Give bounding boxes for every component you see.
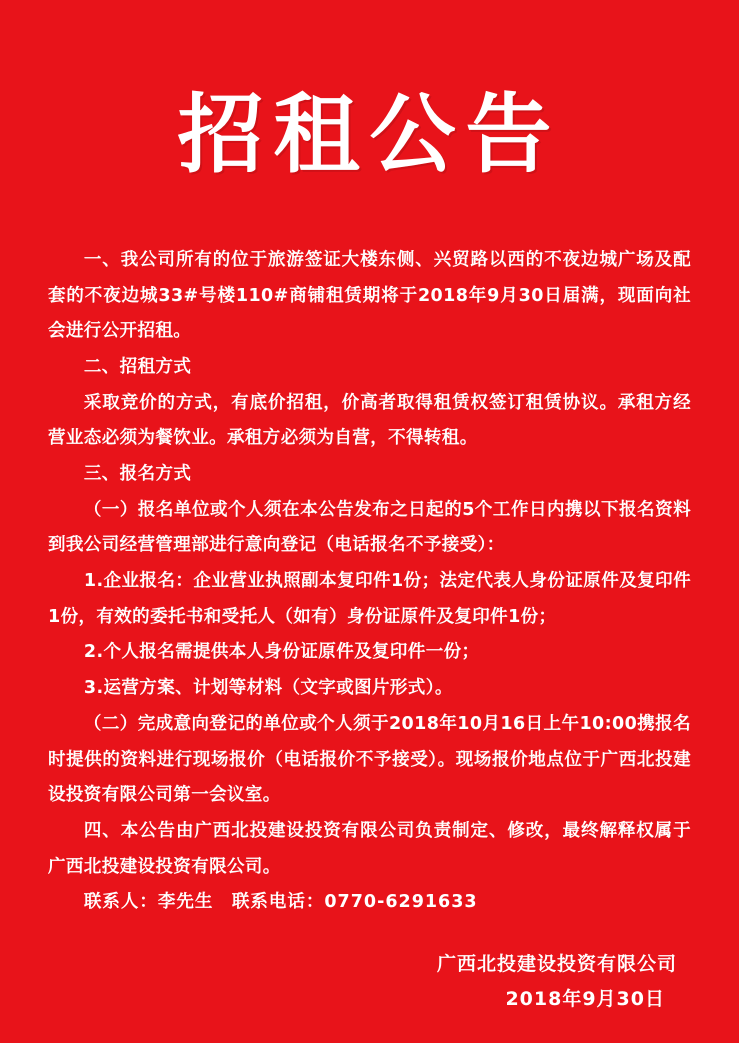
paragraph-10: 四、本公告由广西北投建设投资有限公司负责制定、修改，最终解释权属于广西北投建设投资有限公司。 <box>48 820 691 877</box>
contact-line: 联系人：李先生 联系电话：0770-6291633 <box>83 892 478 913</box>
paragraph-6: 1.企业报名：企业营业执照副本复印件1份；法定代表人身份证原件及复印件1份，有效的委托书和受托人（如有）身份证原件及复印件1份； <box>48 571 691 627</box>
paragraph-5: （一）报名单位或个人须在本公告发布之日起的5个工作日内携以下报名资料到我公司经营管理部进行意向登记（电话报名不予接受）： <box>48 499 691 556</box>
signature-block <box>48 947 691 1017</box>
signature-company: 广西北投建设投资有限公司 <box>436 952 677 975</box>
page-title: 招租公告 <box>177 84 562 185</box>
paragraph-2: 二、招租方式 <box>83 356 192 377</box>
announcement-body <box>48 243 691 921</box>
paragraph-3: 采取竞价的方式，有底价招租，价高者取得租赁权签订租赁协议。承租方经营业态必须为餐饮业。承租方必须为自营，不得转租。 <box>48 392 691 449</box>
signature-date: 2018年9月30日 <box>505 988 665 1011</box>
paragraph-8: 3.运营方案、计划等材料（文字或图片形式）。 <box>83 678 453 699</box>
paragraph-4: 三、报名方式 <box>83 464 192 485</box>
paragraph-7: 2.个人报名需提供本人身份证原件及复印件一份； <box>83 642 480 663</box>
paragraph-9: （二）完成意向登记的单位或个人须于2018年10月16日上午10:00携报名时提供的资料进行现场报价（电话报价不予接受）。现场报价地点位于广西北投建设投资有限公司第一会议室。 <box>48 713 691 806</box>
paragraph-1: 一、我公司所有的位于旅游签证大楼东侧、兴贸路以西的不夜边城广场及配套的不夜边城33#号楼110#商铺租赁期将于2018年9月30日届满，现面向社会进行公开招租。 <box>48 249 691 342</box>
